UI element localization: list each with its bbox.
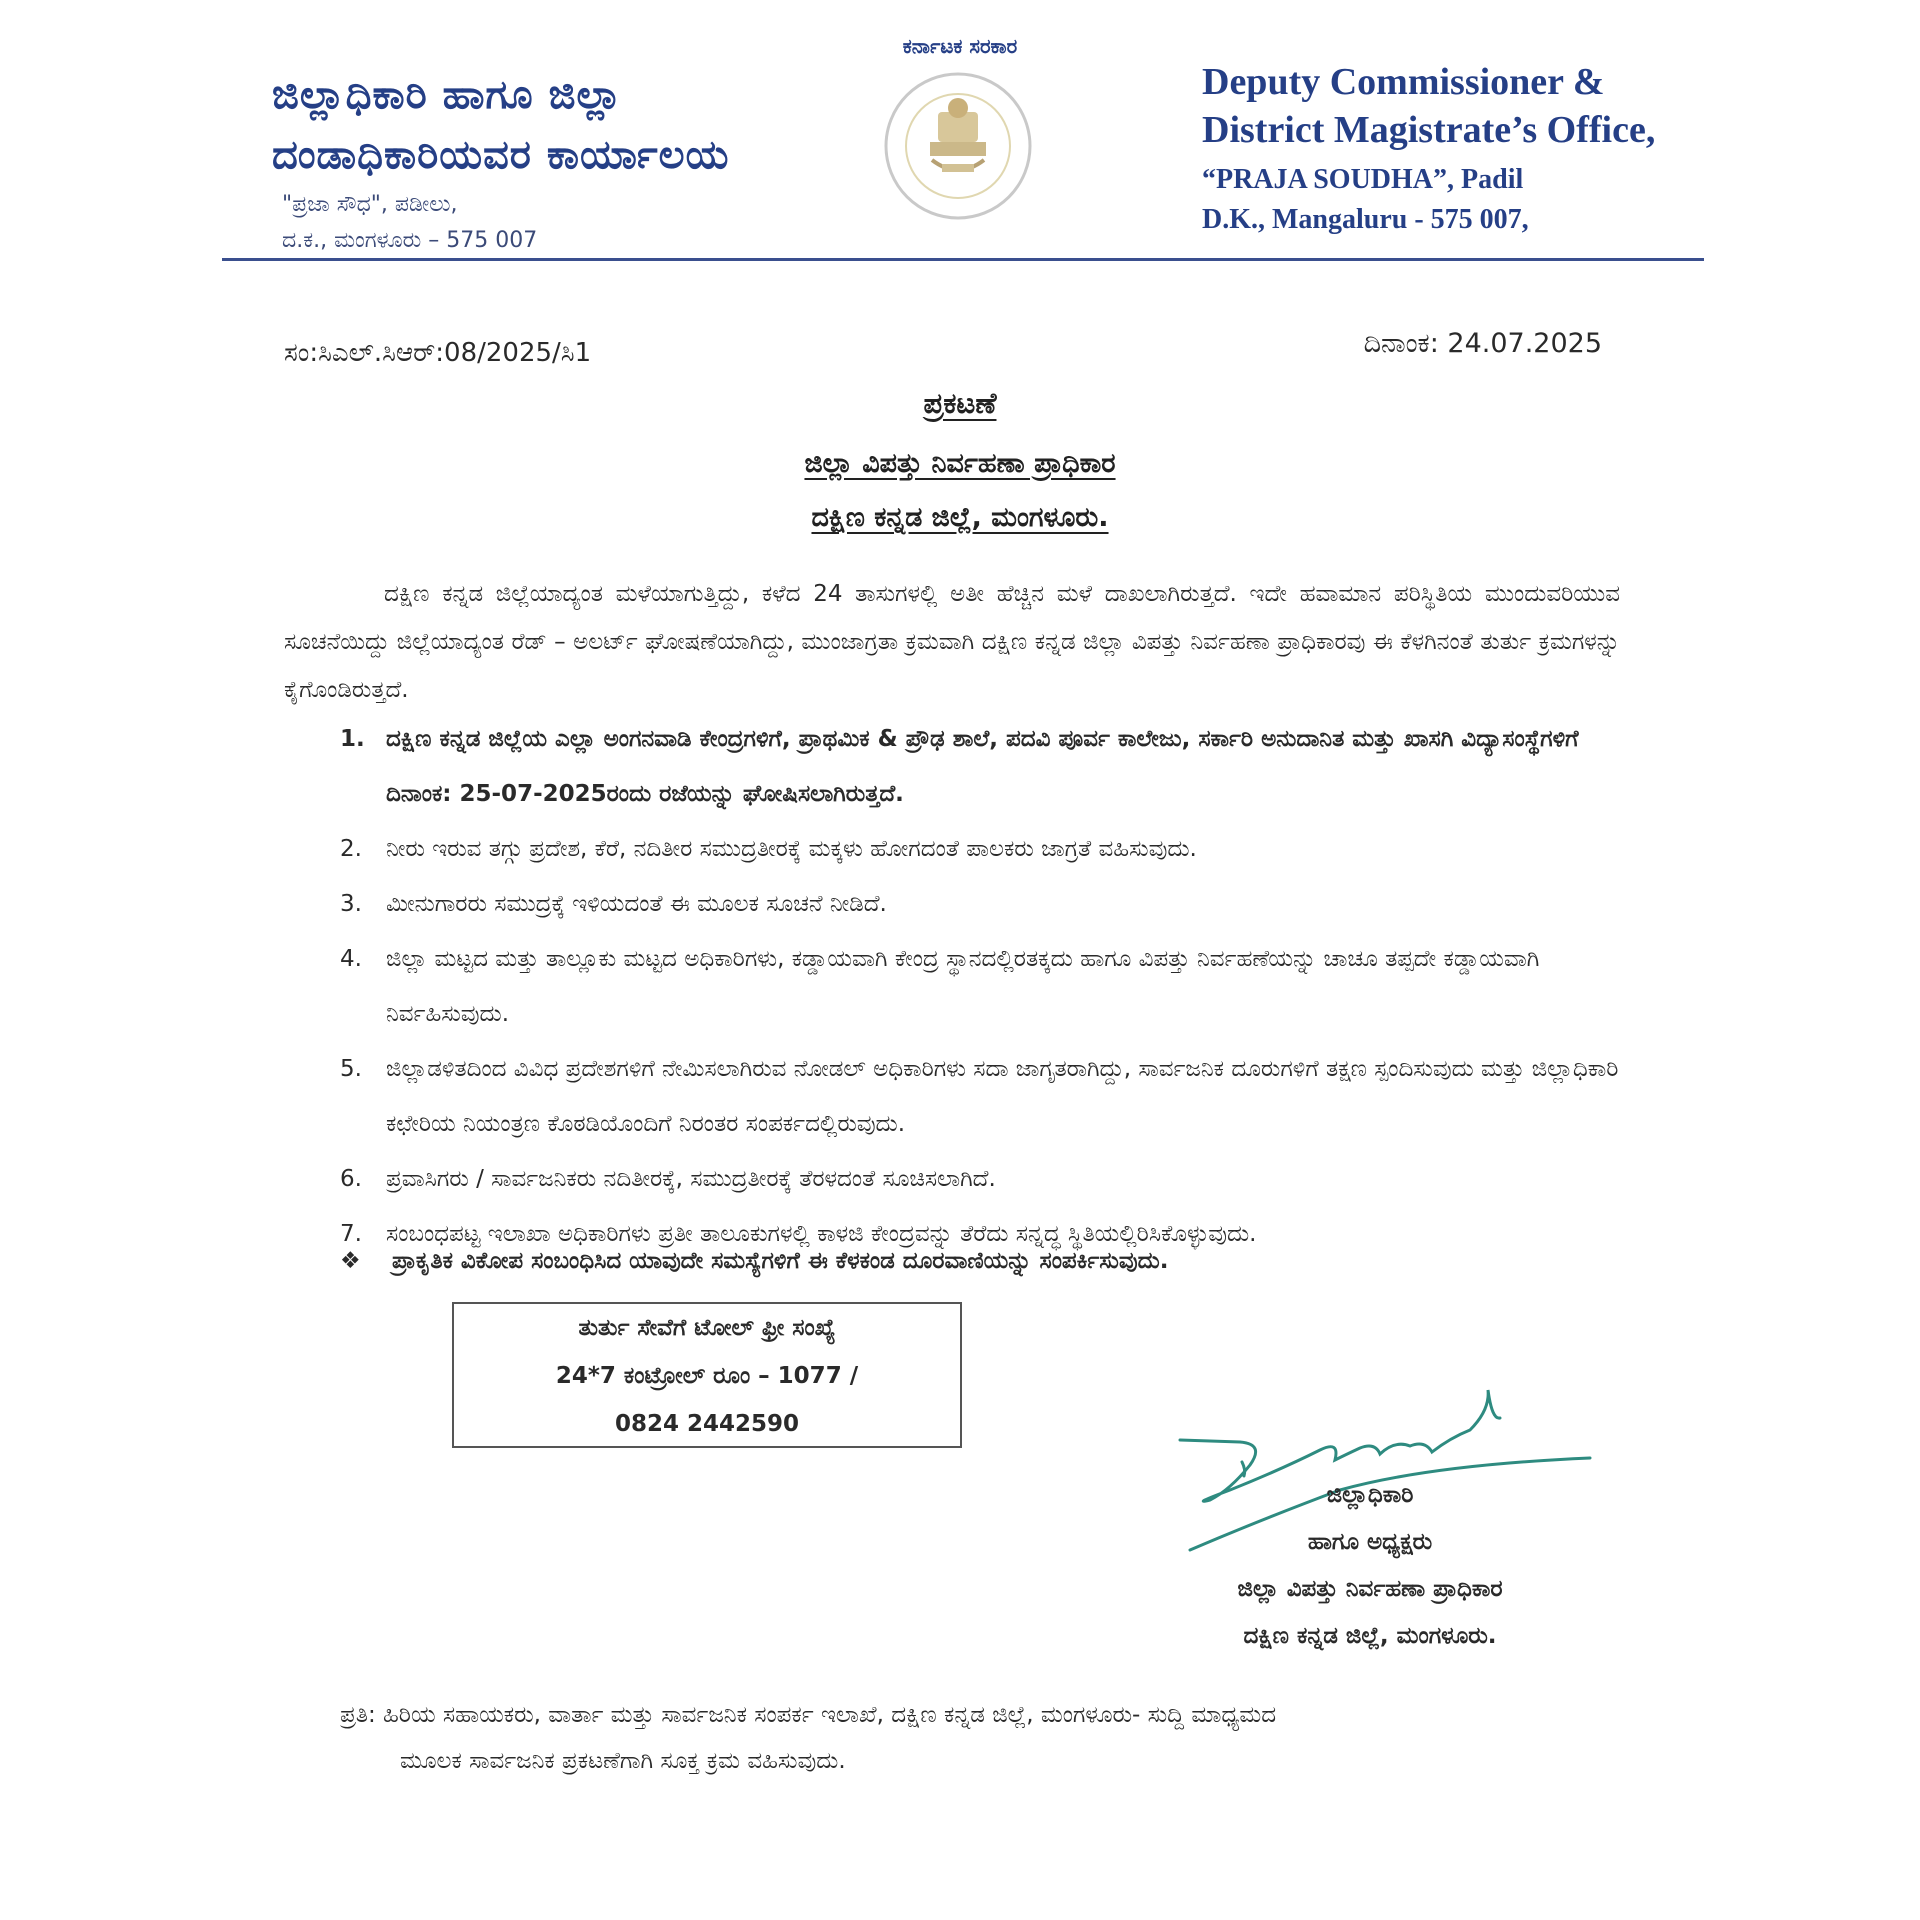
landline-number: 0824 2442590 — [614, 1411, 800, 1437]
date-label: ದಿನಾಂಕ: — [1363, 328, 1439, 359]
toll-free-label: ತುರ್ತು ಸೇವೆಗೆ ಟೋಲ್ ಫ್ರೀ ಸಂಖ್ಯೆ — [578, 1315, 836, 1341]
list-number: 1. — [340, 726, 365, 752]
signatory-authority: ಜಿಲ್ಲಾ ವಿಪತ್ತು ನಿರ್ವಹಣಾ ಪ್ರಾಧಿಕಾರ — [1237, 1576, 1503, 1602]
list-text: ದಕ್ಷಿಣ ಕನ್ನಡ ಜಿಲ್ಲೆಯ ಎಲ್ಲಾ ಅಂಗನವಾಡಿ ಕೇಂದ್ರಗಳಿಗೆ, ಪ್ರಾಥಮಿಕ & ಪ್ರೌಢ ಶಾಲೆ, ಪದವಿ ಪೂರ್ವ ಕಾಲೇಜು, ಸರ್ಕಾರಿ ಅನುದಾನಿತ ಮತ್ತು ಖಾಸಗಿ ವಿದ್ಯಾಸಂಸ್ಥೆಗಳಿಗೆ ದಿನಾಂಕ: 25-07-2025ರಂದು ರಜೆಯನ್ನು ಘೋಷಿಸಲಾಗಿರುತ್ತದೆ. — [386, 726, 1579, 807]
signatory-block — [1150, 1472, 1590, 1660]
list-number: 3. — [340, 891, 362, 917]
helpline-note-text: ಪ್ರಾಕೃತಿಕ ವಿಕೋಪ ಸಂಬಂಧಿಸಿದ ಯಾವುದೇ ಸಮಸ್ಯೆಗಳಿಗೆ ಈ ಕೆಳಕಂಡ ದೂರವಾಣಿಯನ್ನು ಸಂಪರ್ಕಿಸುವುದು. — [392, 1248, 1169, 1274]
header-rule — [222, 258, 1704, 261]
list-item — [330, 822, 1620, 877]
measures-list — [330, 712, 1620, 1262]
reference-number: ಸಂ:ಸಿಎಲ್.ಸಿಆರ್:08/2025/ಸಿ1 — [284, 338, 592, 368]
government-label: ಕರ್ನಾಟಕ ಸರಕಾರ — [902, 34, 1018, 58]
english-address-line1: “PRAJA SOUDHA”, Padil — [1202, 164, 1524, 195]
list-item — [330, 712, 1620, 822]
intro-paragraph: ದಕ್ಷಿಣ ಕನ್ನಡ ಜಿಲ್ಲೆಯಾದ್ಯಂತ ಮಳೆಯಾಗುತ್ತಿದ್ದು, ಕಳೆದ 24 ತಾಸುಗಳಲ್ಲಿ ಅತೀ ಹೆಚ್ಚಿನ ಮಳೆ ದಾಖಲಾಗಿರುತ್ತದೆ. ಇದೇ ಹವಾಮಾನ ಪರಿಸ್ಥಿತಿಯ ಮುಂದುವರಿಯುವ ಸೂಚನೆಯಿದ್ದು ಜಿಲ್ಲೆಯಾದ್ಯಂತ ರೆಡ್ – ಅಲರ್ಟ್ ಘೋಷಣೆಯಾಗಿದ್ದು, ಮುಂಜಾಗ್ರತಾ ಕ್ರಮವಾಗಿ ದಕ್ಷಿಣ ಕನ್ನಡ ಜಿಲ್ಲಾ ವಿಪತ್ತು ನಿರ್ವಹಣಾ ಪ್ರಾಧಿಕಾರವು ಈ ಕೆಳಗಿನಂತೆ ತುರ್ತು ಕ್ರಮಗಳನ್ನು ಕೈಗೊಂಡಿರುತ್ತದೆ. — [284, 581, 1620, 703]
toll-free-box — [452, 1302, 962, 1448]
helpline-note — [340, 1248, 1168, 1274]
authority-title: ಜಿಲ್ಲಾ ವಿಪತ್ತು ನಿರ್ವಹಣಾ ಪ್ರಾಧಿಕಾರ — [804, 448, 1116, 479]
kannada-office-title-line2: ದಂಡಾಧಿಕಾರಿಯವರ ಕಾರ್ಯಾಲಯ — [272, 132, 730, 178]
list-text: ಜಿಲ್ಲಾಡಳಿತದಿಂದ ವಿವಿಧ ಪ್ರದೇಶಗಳಿಗೆ ನೇಮಿಸಲಾಗಿರುವ ನೋಡಲ್ ಅಧಿಕಾರಿಗಳು ಸದಾ ಜಾಗೃತರಾಗಿದ್ದು, ಸಾರ್ವಜನಿಕ ದೂರುಗಳಿಗೆ ತಕ್ಷಣ ಸ್ಪಂದಿಸುವುದು ಮತ್ತು ಜಿಲ್ಲಾಧಿಕಾರಿ ಕಛೇರಿಯ ನಿಯಂತ್ರಣ ಕೊಠಡಿಯೊಂದಿಗೆ ನಿರಂತರ ಸಂಪರ್ಕದಲ್ಲಿರುವುದು. — [386, 1056, 1619, 1137]
english-office-title-line1: Deputy Commissioner & — [1202, 61, 1605, 103]
karnataka-emblem-icon — [880, 68, 1036, 224]
list-text: ಮೀನುಗಾರರು ಸಮುದ್ರಕ್ಕೆ ಇಳಿಯದಂತೆ ಈ ಮೂಲಕ ಸೂಚನೆ ನೀಡಿದೆ. — [386, 891, 887, 917]
date-line — [1364, 328, 1602, 360]
list-text: ನೀರು ಇರುವ ತಗ್ಗು ಪ್ರದೇಶ, ಕೆರೆ, ನದಿತೀರ ಸಮುದ್ರತೀರಕ್ಕೆ ಮಕ್ಕಳು ಹೋಗದಂತೆ ಪಾಲಕರು ಜಾಗ್ರತೆ ವಹಿಸುವುದು. — [386, 836, 1197, 862]
kannada-office-title-line1: ಜಿಲ್ಲಾಧಿಕಾರಿ ಹಾಗೂ ಜಿಲ್ಲಾ — [272, 72, 623, 118]
list-item — [330, 1152, 1620, 1207]
copy-to — [340, 1692, 1630, 1784]
list-number: 7. — [340, 1221, 362, 1247]
list-item — [330, 1042, 1620, 1152]
notice-heading: ಪ್ರಕಟಣೆ — [923, 386, 997, 420]
list-text: ಜಿಲ್ಲಾ ಮಟ್ಟದ ಮತ್ತು ತಾಲ್ಲೂಕು ಮಟ್ಟದ ಅಧಿಕಾರಿಗಳು, ಕಡ್ಡಾಯವಾಗಿ ಕೇಂದ್ರ ಸ್ಥಾನದಲ್ಲಿರತಕ್ಕದು ಹಾಗೂ ವಿಪತ್ತು ನಿರ್ವಹಣೆಯನ್ನು ಚಾಚೂ ತಪ್ಪದೇ ಕಡ್ಡಾಯವಾಗಿ ನಿರ್ವಹಿಸುವುದು. — [386, 946, 1540, 1027]
signatory-role: ಹಾಗೂ ಅಧ್ಯಕ್ಷರು — [1307, 1529, 1433, 1555]
control-room-number: 24*7 ಕಂಟ್ರೋಲ್ ರೂಂ – 1077 / — [555, 1363, 859, 1389]
list-text: ಪ್ರವಾಸಿಗರು / ಸಾರ್ವಜನಿಕರು ನದಿತೀರಕ್ಕೆ, ಸಮುದ್ರತೀರಕ್ಕೆ ತೆರಳದಂತೆ ಸೂಚಿಸಲಾಗಿದೆ. — [386, 1166, 996, 1192]
list-item — [330, 932, 1620, 1042]
list-number: 6. — [340, 1166, 362, 1192]
kannada-address-line2: ದ.ಕ., ಮಂಗಳೂರು – 575 007 — [282, 228, 538, 253]
list-number: 2. — [340, 836, 362, 862]
date-value: 24.07.2025 — [1447, 328, 1602, 359]
english-office-title-line2: District Magistrate’s Office, — [1202, 109, 1656, 151]
kannada-address-line1: "ಪ್ರಜಾ ಸೌಧ", ಪಡೀಲು, — [282, 192, 458, 217]
copy-to-line1: ಪ್ರತಿ: ಹಿರಿಯ ಸಹಾಯಕರು, ವಾರ್ತಾ ಮತ್ತು ಸಾರ್ವಜನಿಕ ಸಂಪರ್ಕ ಇಲಾಖೆ, ದಕ್ಷಿಣ ಕನ್ನಡ ಜಿಲ್ಲೆ, ಮಂಗಳೂರು- ಸುದ್ದಿ ಮಾಧ್ಯಮದ — [340, 1702, 1277, 1728]
place-title: ದಕ್ಷಿಣ ಕನ್ನಡ ಜಿಲ್ಲೆ, ಮಂಗಳೂರು. — [811, 502, 1109, 533]
english-address-line2: D.K., Mangaluru - 575 007, — [1202, 204, 1529, 235]
copy-to-line2: ಮೂಲಕ ಸಾರ್ವಜನಿಕ ಪ್ರಕಟಣೆಗಾಗಿ ಸೂಕ್ತ ಕ್ರಮ ವಹಿಸುವುದು. — [400, 1748, 846, 1774]
signatory-place: ದಕ್ಷಿಣ ಕನ್ನಡ ಜಿಲ್ಲೆ, ಮಂಗಳೂರು. — [1243, 1623, 1497, 1649]
list-number: 5. — [340, 1056, 362, 1082]
list-text: ಸಂಬಂಧಪಟ್ಟ ಇಲಾಖಾ ಅಧಿಕಾರಿಗಳು ಪ್ರತೀ ತಾಲೂಕುಗಳಲ್ಲಿ ಕಾಳಜಿ ಕೇಂದ್ರವನ್ನು ತೆರೆದು ಸನ್ನದ್ಧ ಸ್ಥಿತಿಯಲ್ಲಿರಿಸಿಕೊಳ್ಳುವುದು. — [386, 1221, 1257, 1247]
list-number: 4. — [340, 946, 362, 972]
diamond-bullet-icon: ❖ — [340, 1248, 361, 1274]
list-item — [330, 877, 1620, 932]
signatory-designation: ಜಿಲ್ಲಾಧಿಕಾರಿ — [1326, 1482, 1414, 1508]
